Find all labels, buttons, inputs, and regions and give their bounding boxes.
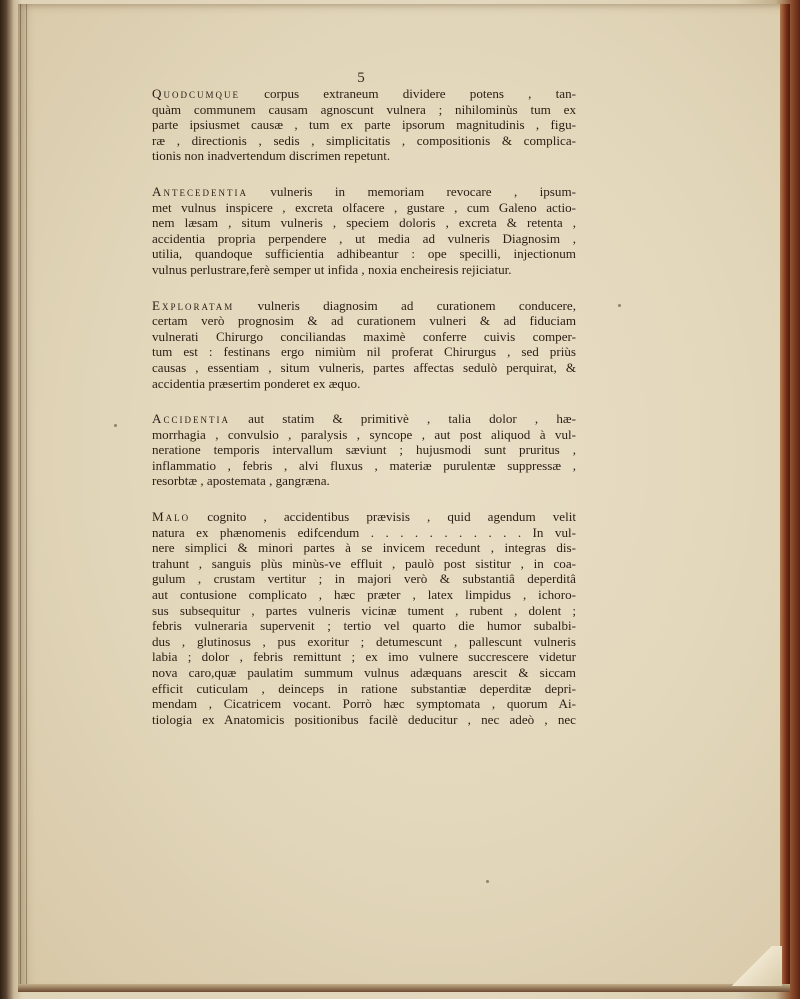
text-line: vulnerati Chirurgo conciliandas maximè conferre cuivis comper-	[152, 328, 576, 344]
text-line: nova caro,quæ paulatim summum vulnus adæquans arescit & siccam	[152, 665, 576, 680]
paragraph-malo	[146, 509, 576, 727]
text-line: labia ; dolor , febris remittunt ; ex imo vulnere succrescere videtur	[152, 649, 576, 665]
paragraph-accidentia	[146, 411, 576, 489]
text-line: febris vulneraria supervenit ; tertio vel quarto die humor subalbi-	[152, 618, 576, 634]
text-line: inflammatio , febris , alvi fluxus , materiæ purulentæ suppressæ ,	[152, 457, 576, 473]
text-line: tum est : festinans ergo nimiùm nil proferat Chirurgus , sed priùs	[152, 344, 576, 360]
text-line: neratione temporis intervallum sæviunt ; hujusmodi sunt pruritus ,	[152, 442, 576, 458]
text-line: natura ex phænomenis edifcendum . . . . . . . . . . . In vul-	[152, 524, 576, 540]
text-line: cognito , accidentibus prævisis , quid agendum velit	[207, 509, 576, 525]
text-line: corpus extraneum dividere potens , tan-	[264, 86, 576, 101]
text-line: accidentia propria perpendere , ut media ad vulneris Diagnosim ,	[152, 230, 576, 246]
lead-word: Quodcumque	[152, 86, 240, 101]
gutter-line	[26, 4, 27, 992]
text-line: quàm communem causam agnoscunt vulnera ; nihilominùs tum ex	[152, 101, 576, 117]
gutter-line	[20, 4, 21, 992]
text-line: dus , glutinosus , pus exoritur ; detumescunt , pallescunt vulneris	[152, 633, 576, 649]
paragraph-quodcumque	[146, 86, 576, 164]
text-line: aut contusione complicato , hæc præter , latex limpidus , ichoro-	[152, 587, 576, 603]
ink-speck	[486, 880, 489, 883]
text-line: tiologia ex Anatomicis positionibus facilè deducitur , nec adeò , nec	[152, 711, 576, 727]
lead-word: Malo	[152, 509, 191, 525]
page-edge-bottom	[18, 984, 790, 992]
lead-word: Exploratam	[152, 297, 235, 313]
ink-speck	[618, 304, 621, 307]
text-line: aut statim & primitivè , talia dolor , hæ-	[248, 411, 576, 427]
lead-word: Accidentia	[152, 411, 230, 427]
lead-word: Antecedentia	[152, 183, 248, 199]
ink-speck	[114, 424, 117, 427]
text-line: vulnus perlustrare,ferè semper ut infida , noxia encheiresis rejiciatur.	[152, 261, 512, 277]
text-line: vulneris in memoriam revocare , ipsum-	[270, 183, 576, 199]
text-line: met vulnus inspicere , excreta olfacere , gustare , cum Galeno actio-	[152, 199, 576, 215]
text-line: certam verò prognosim & ad curationem vulneri & ad fiduciam	[152, 313, 576, 329]
text-line: tionis non inadvertendum discrimen repetunt.	[152, 148, 391, 164]
text-line: nem læsam , situm vulneris , speciem doloris , excreta & retenta ,	[152, 215, 576, 231]
text-line: sus subsequitur , partes vulneris vicinæ tument , rubent , dolent ;	[152, 602, 576, 618]
text-line: utilia, quandoque sufficientia adhibeantur : ope specilli, injectionum	[152, 246, 576, 262]
text-line: efficit cuticulam , deinceps in ratione substantiæ deperditæ depri-	[152, 680, 576, 696]
text-line: resorbtæ , apostemata , gangræna.	[152, 473, 330, 489]
text-line: accidentia præsertim ponderet ex æquo.	[152, 375, 361, 391]
text-line: mendam , Cicatricem vocant. Porrò hæc symptomata , quorum Ai-	[152, 696, 576, 712]
text-line: morrhagia , convulsio , paralysis , syncope , aut post aliquod à vul-	[152, 426, 576, 442]
page-number: 5	[357, 70, 365, 86]
page-corner-fold	[722, 946, 782, 986]
text-line: gulum , crustam vertitur ; in majori verò & substantiâ deperditâ	[152, 571, 576, 587]
text-line: trahunt , sanguis plùs minùs-ve effluit , paulò post sistitur , in coa-	[152, 555, 576, 571]
text-line: vulneris diagnosim ad curationem conducere,	[257, 297, 576, 313]
text-line: parte ipsiusmet causæ , tum ex parte ipsorum magnitudinis , figu-	[152, 117, 576, 133]
document-text	[146, 70, 576, 747]
page-edge-right	[780, 4, 790, 992]
text-line: ræ , directionis , sedis , simplicitatis , compositionis & complica-	[152, 132, 576, 148]
paragraph-exploratam	[146, 298, 576, 392]
text-line: causas , essentiam , situm vulneris, partes affectas sedulò perquirat, &	[152, 359, 576, 375]
paragraph-antecedentia	[146, 184, 576, 278]
text-line: nere simplici & minori partes à se invicem recedunt , integras dis-	[152, 540, 576, 556]
